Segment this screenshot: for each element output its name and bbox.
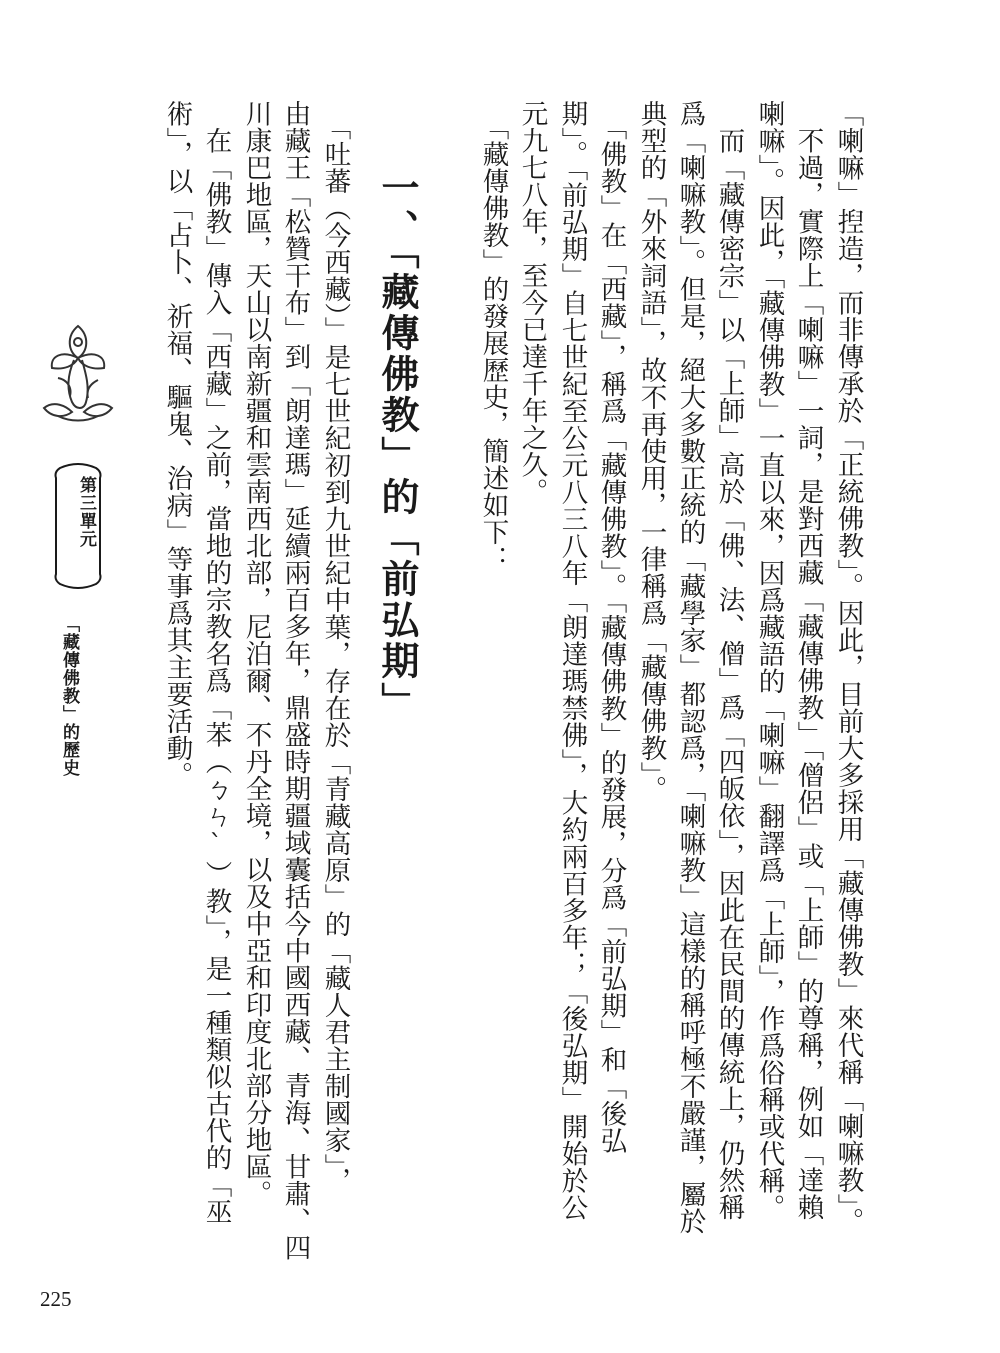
text-column-10: 「藏傳佛教」的發展歷史，簡述如下： — [477, 100, 509, 573]
text-column-2: 不過，實際上「喇嘛」一詞，是對西藏「藏傳佛教」「僧侶」或「上師」的尊稱，例如「達賴 — [792, 100, 824, 1221]
section-column-1: 「吐蕃（今西藏）」是七世紀初到九世紀中葉，存在於「青藏高原」的「藏人君主制國家」， — [319, 100, 351, 1195]
section-heading: 一、「藏傳佛教」的「前弘期」 — [375, 168, 420, 723]
text-column-7: 「佛教」在「西藏」，稱爲「藏傳佛教」。「藏傳佛教」的發展，分爲「前弘期」和「後弘 — [595, 100, 627, 1154]
text-column-6: 典型的「外來詞語」，故不再使用，一律稱爲「藏傳佛教」。 — [635, 100, 667, 803]
text-column-8: 期」。「前弘期」自七世紀至公元八三八年「朗達瑪禁佛」，大約兩百多年；「後弘期」開始於公 — [556, 100, 588, 1222]
section-column-4: 在「佛教」傳入「西藏」之前，當地的宗教名爲「苯（ㄅㄣˋ）教」，是一種類似古代的「巫 — [200, 100, 232, 1226]
section-column-5: 術」，以「占卜、祈福、驅鬼、治病」等事爲其主要活動。 — [161, 100, 193, 789]
section-column-2: 由藏王「松贊干布」到「朗達瑪」延續兩百多年，鼎盛時期疆域囊括今中國西藏、青海、甘肅、四 — [279, 100, 311, 1261]
text-column-5: 爲「喇嘛教」。但是，絕大多數正統的「藏學家」都認爲，「喇嘛教」這樣的稱呼極不嚴謹，屬於 — [674, 100, 706, 1235]
lotus-ornament-icon — [28, 318, 128, 426]
text-column-3: 喇嘛」。因此，「藏傳佛教」一直以來，因爲藏語的「喇嘛」翻譯爲「上師」，作爲俗稱或代稱。 — [753, 100, 785, 1222]
chapter-title: 「藏傳佛教」的歷史 — [59, 615, 79, 777]
section-column-3: 川康巴地區，天山以南新疆和雲南西北部，尼泊爾、不丹全境，以及中亞和印度北部分地區。 — [240, 100, 272, 1207]
text-column-9: 元九七八年，至今已達千年之久。 — [516, 100, 548, 505]
page-number: 225 — [40, 1287, 72, 1311]
text-column-1: 「喇嘛」揑造，而非傳承於「正統佛教」。因此，目前大多採用「藏傳佛教」來代稱「喇嘛教」。 — [832, 100, 864, 1235]
unit-label: 第三單元 — [76, 476, 96, 548]
text-column-4: 而「藏傳密宗」以「上師」高於「佛、法、僧」爲「四皈依」，因此在民間的傳統上，仍然稱 — [713, 100, 745, 1221]
